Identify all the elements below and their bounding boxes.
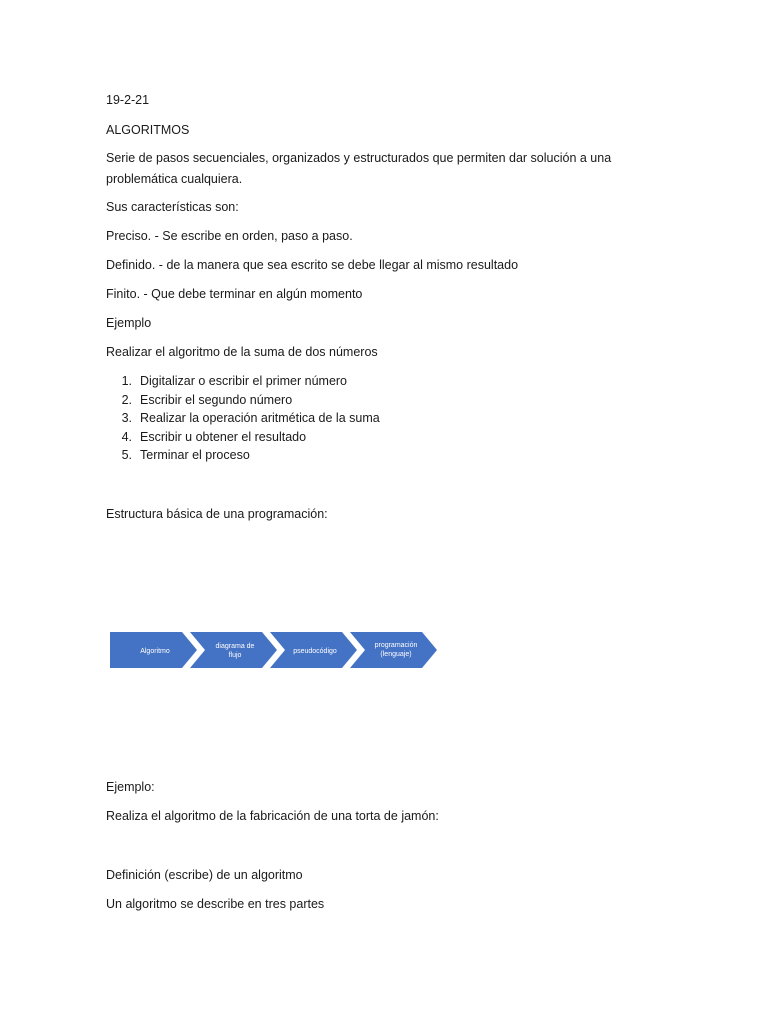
list-text: Escribir u obtener el resultado <box>140 429 307 444</box>
process-flow-diagram <box>110 632 440 668</box>
steps-list <box>106 372 380 465</box>
flow-step-pseudocodigo <box>270 632 357 668</box>
list-number: 1. <box>121 374 132 388</box>
list-item <box>106 372 380 391</box>
structure-heading: Estructura básica de una programación: <box>106 507 328 521</box>
flow-label: pseudocódigo <box>293 648 337 655</box>
document-title: ALGORITMOS <box>106 123 190 137</box>
definition2-heading: Definición (escribe) de un algoritmo <box>106 868 303 882</box>
flow-step-programacion <box>350 632 437 668</box>
list-item <box>106 391 380 410</box>
example2-task: Realiza el algoritmo de la fabricación de una torta de jamón: <box>106 809 439 823</box>
parts-text: Un algoritmo se describe en tres partes <box>106 897 325 911</box>
list-item <box>106 409 380 428</box>
flow-label: diagrama de <box>215 643 255 650</box>
characteristic-definido: Definido. - de la manera que sea escrito se debe llegar al mismo resultado <box>106 258 519 272</box>
flow-label: programación <box>374 642 418 649</box>
list-number: 5. <box>121 448 132 462</box>
list-text: Realizar la operación aritmética de la suma <box>140 411 380 425</box>
date-text: 19-2-21 <box>106 93 150 107</box>
example-task: Realizar el algoritmo de la suma de dos números <box>106 345 378 359</box>
characteristic-finito: Finito. - Que debe terminar en algún momento <box>106 287 363 301</box>
list-number: 3. <box>121 411 132 425</box>
list-text: Digitalizar o escribir el primer número <box>140 374 348 388</box>
definition-paragraph: Serie de pasos secuenciales, organizados y estructurados que permiten dar solución a una problemática cualquiera. <box>106 151 612 186</box>
flow-step-diagrama-de-flujo <box>190 632 277 668</box>
characteristic-preciso: Preciso. - Se escribe en orden, paso a paso. <box>106 229 353 243</box>
example-heading: Ejemplo <box>106 316 152 330</box>
list-item <box>106 428 380 447</box>
list-text: Terminar el proceso <box>140 448 250 462</box>
list-item <box>106 446 380 465</box>
flow-chevron <box>190 632 277 668</box>
flow-chevron <box>350 632 437 668</box>
list-number: 2. <box>121 392 132 407</box>
list-number: 4. <box>121 429 132 444</box>
flow-step-algoritmo <box>110 632 197 668</box>
example2-heading: Ejemplo: <box>106 780 155 794</box>
flow-label: Algoritmo <box>140 648 170 655</box>
list-text: Escribir el segundo número <box>140 392 293 407</box>
characteristics-heading: Sus características son: <box>106 200 239 214</box>
flow-label-line2: flujo <box>228 652 242 659</box>
flow-label-line2: (lenguaje) <box>380 651 412 658</box>
